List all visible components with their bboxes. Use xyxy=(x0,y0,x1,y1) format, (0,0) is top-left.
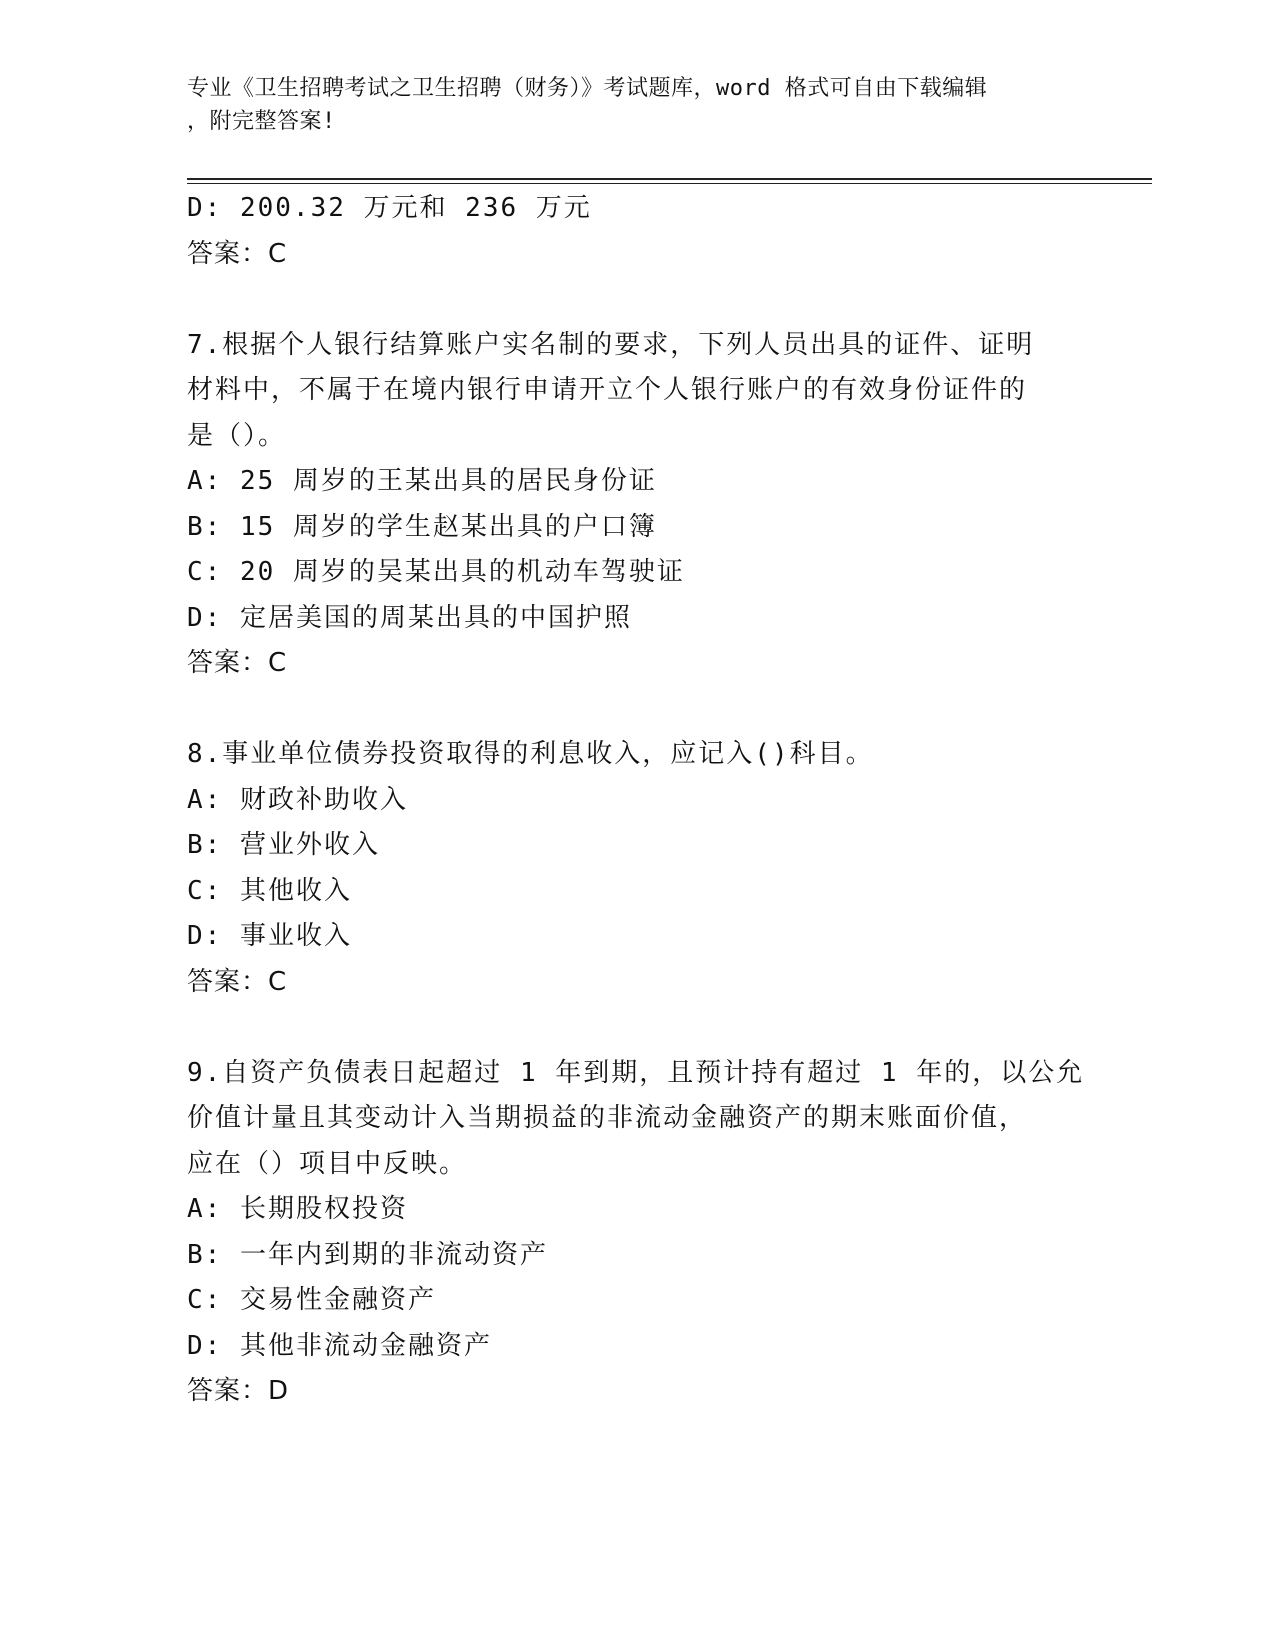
header-divider-thin xyxy=(187,183,1152,184)
header-line-1: 专业《卫生招聘考试之卫生招聘（财务）》考试题库，word 格式可自由下载编辑 xyxy=(187,76,988,101)
previous-question-tail xyxy=(187,186,1067,277)
option-b: B: 15 周岁的学生赵某出具的户口簿 xyxy=(187,511,657,542)
header-divider-thick xyxy=(187,178,1152,180)
option-c: C: 其他收入 xyxy=(187,875,352,906)
option-d: D: 200.32 万元和 236 万元 xyxy=(187,193,592,223)
header-line-2: ，附完整答案! xyxy=(187,109,336,134)
option-c: C: 交易性金融资产 xyxy=(187,1285,436,1315)
option-d: D: 定居美国的周某出具的中国护照 xyxy=(187,602,632,633)
option-a: A: 25 周岁的王某出具的居民身份证 xyxy=(187,466,657,496)
question-7 xyxy=(187,323,1067,687)
option-a: A: 财政补助收入 xyxy=(187,784,408,815)
answer-line: 答案：C xyxy=(187,238,288,269)
question-text: 是（）。 xyxy=(187,420,287,451)
option-b: B: 一年内到期的非流动资产 xyxy=(187,1239,548,1270)
option-b: B: 营业外收入 xyxy=(187,830,380,860)
option-d: D: 其他非流动金融资产 xyxy=(187,1330,492,1361)
answer-line: 答案：C xyxy=(187,648,288,678)
answer-line: 答案：D xyxy=(187,1376,290,1406)
question-text: 价值计量且其变动计入当期损益的非流动金融资产的期末账面价值， xyxy=(187,1103,1028,1133)
answer-line: 答案：C xyxy=(187,966,288,997)
option-d: D: 事业收入 xyxy=(187,921,352,951)
question-text: 8.事业单位债券投资取得的利息收入，应记入()科目。 xyxy=(187,739,874,769)
question-text: 材料中，不属于在境内银行申请开立个人银行账户的有效身份证件的 xyxy=(187,375,1028,405)
question-text: 9.自资产负债表日起超过 1 年到期，且预计持有超过 1 年的，以公允 xyxy=(187,1057,1085,1088)
question-9 xyxy=(187,1051,1085,1415)
question-text: 7.根据个人银行结算账户实名制的要求，下列人员出具的证件、证明 xyxy=(187,329,1035,360)
option-c: C: 20 周岁的吴某出具的机动车驾驶证 xyxy=(187,557,685,587)
question-8 xyxy=(187,732,1067,1005)
option-a: A: 长期股权投资 xyxy=(187,1194,408,1224)
question-content xyxy=(187,186,1085,1415)
page-header xyxy=(187,72,1067,138)
question-text: 应在（）项目中反映。 xyxy=(187,1148,468,1179)
